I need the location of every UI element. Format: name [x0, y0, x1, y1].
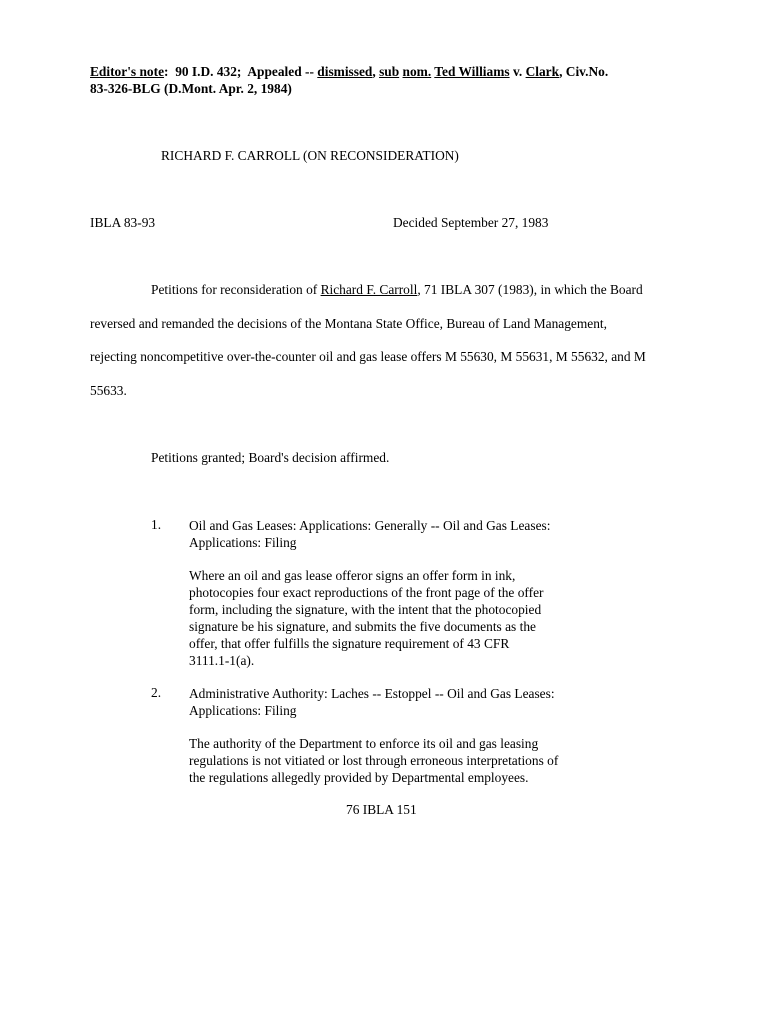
headnote-text-line: form, including the signature, with the intent that the photocopied: [189, 602, 542, 617]
editors-note-dismissed: dismissed: [317, 64, 373, 79]
summary-line-2: reversed and remanded the decisions of the Montana State Office, Bureau of Land Management,: [90, 316, 607, 331]
headnote-text-line: 3111.1-1(a).: [189, 653, 255, 668]
case-title: RICHARD F. CARROLL (ON RECONSIDERATION): [161, 148, 459, 163]
headnote-topic-line: Applications: Filing: [189, 703, 297, 718]
headnote-text-line: regulations is not vitiated or lost through erroneous interpretations of: [189, 753, 559, 768]
headnote-text-line: the regulations allegedly provided by Departmental employees.: [189, 770, 529, 785]
headnote-text-line: Where an oil and gas lease offeror signs an offer form in ink,: [189, 568, 516, 583]
headnote-topic: [189, 685, 555, 719]
headnote-text-line: signature be his signature, and submits the five documents as the: [189, 619, 536, 634]
editors-note-citation: 90 I.D. 432; Appealed --: [175, 64, 318, 79]
headnote-text-line: offer, that offer fulfills the signature requirement of 43 CFR: [189, 636, 510, 651]
case-link-richard-carroll: Richard F. Carroll: [320, 282, 418, 297]
disposition: Petitions granted; Board's decision affirmed.: [151, 450, 390, 465]
editors-note-label: Editor's note: [90, 64, 165, 79]
editors-note-v: v.: [509, 64, 526, 79]
headnote-topic: [189, 517, 550, 551]
summary-line-4: 55633.: [90, 383, 127, 398]
headnote-topic-line: Oil and Gas Leases: Applications: Generally -- Oil and Gas Leases:: [189, 518, 551, 533]
headnote-text: [189, 567, 543, 669]
summary-text-post: , 71 IBLA 307 (1983), in which the Board: [417, 282, 643, 297]
summary-text: Petitions for reconsideration of: [151, 282, 321, 297]
editors-note-line2: 83-326-BLG (D.Mont. Apr. 2, 1984): [90, 81, 292, 96]
editors-note-civ: , Civ.No.: [559, 64, 609, 79]
editors-note: [90, 64, 608, 80]
editors-note-clark: Clark: [525, 64, 560, 79]
docket-number: IBLA 83-93: [90, 215, 156, 230]
decided-date: Decided September 27, 1983: [393, 215, 549, 230]
headnote-number: 2.: [151, 685, 162, 700]
editors-note-ted-williams: Ted Williams: [434, 64, 510, 79]
headnote-topic-line: Administrative Authority: Laches -- Estoppel -- Oil and Gas Leases:: [189, 686, 555, 701]
editors-note-sub: sub: [379, 64, 400, 79]
summary-line-1: [151, 282, 643, 298]
headnote-text: [189, 735, 558, 786]
page-number: 76 IBLA 151: [346, 802, 417, 817]
summary-line-3: rejecting noncompetitive over-the-counter oil and gas lease offers M 55630, M 55631, M 55632, and M: [90, 349, 646, 364]
editors-note-sep: ,: [372, 64, 380, 79]
headnote-topic-line: Applications: Filing: [189, 535, 297, 550]
headnote-text-line: The authority of the Department to enforce its oil and gas leasing: [189, 736, 539, 751]
editors-note-nom: nom.: [402, 64, 432, 79]
headnote-text-line: photocopies four exact reproductions of the front page of the offer: [189, 585, 544, 600]
headnote-number: 1.: [151, 517, 162, 532]
editors-note-colon: :: [164, 64, 176, 79]
